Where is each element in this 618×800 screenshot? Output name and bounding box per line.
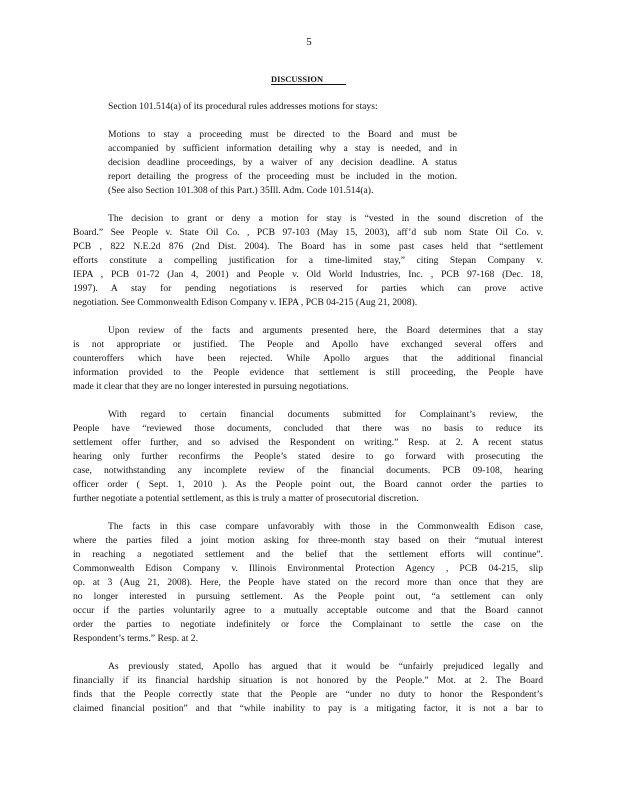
- paragraph-line: IEPA , PCB 01-72 (Jan 4, 2001) and People v. Old World Industries, Inc. , PCB 97-168 (Dec. 18,: [73, 269, 543, 280]
- paragraph-line: Commonwealth Edison Company v. Illinois Environmental Protection Agency , PCB 04-215, slip: [73, 563, 543, 574]
- paragraph-line: Respondent’s terms.” Resp. at 2.: [73, 633, 198, 644]
- paragraph-line: case, notwithstanding any incomplete review of the financial documents. PCB 09-108, hearing: [73, 465, 543, 476]
- paragraph-line: no longer interested in pursuing settlement. As the People point out, “a settlement can only: [73, 591, 543, 602]
- paragraph-line: op. at 3 (Aug 21, 2008). Here, the People have stated on the record more than once that they are: [73, 577, 543, 588]
- quote-line: accompanied by sufficient information detailing why a stay is needed, and in: [108, 143, 457, 154]
- page-number: 5: [306, 36, 312, 48]
- paragraph-line: order the parties to negotiate indefinitely or force the Complainant to settle the case on the: [73, 619, 543, 630]
- quote-line: report detailing the progress of the proceeding must be included in the motion.: [108, 171, 457, 182]
- paragraph-line: PCB , 822 N.E.2d 876 (2nd Dist. 2004). The Board has in some past cases held that “settlement: [73, 241, 543, 252]
- quote-line: decision deadline proceedings, by a waiver of any decision deadline. A status: [108, 157, 457, 168]
- paragraph-line: The facts in this case compare unfavorably with those in the Commonwealth Edison case,: [108, 521, 543, 532]
- paragraph-line: Board.” See People v. State Oil Co. , PCB 97-103 (May 15, 2003), aff’d sub nom State Oil Co. v.: [73, 227, 543, 238]
- paragraph-line: negotiation. See Commonwealth Edison Company v. IEPA , PCB 04-215 (Aug 21, 2008).: [73, 297, 418, 308]
- paragraph-line: settlement offer further, and so advised the Respondent on writing.” Resp. at 2. A recent status: [73, 437, 543, 448]
- paragraph-line: With regard to certain financial documents submitted for Complainant’s review, the: [108, 409, 543, 420]
- paragraph-line: finds that the People correctly state that the People are “under no duty to honor the Respondent’s: [73, 689, 543, 700]
- paragraph-line: where the parties filed a joint motion asking for three-month stay based on their “mutual interest: [73, 535, 543, 546]
- paragraph-line: further negotiate a potential settlement, as this is truly a matter of prosecutorial discretion.: [73, 493, 419, 504]
- paragraph-line: Section 101.514(a) of its procedural rules addresses motions for stays:: [108, 101, 378, 112]
- paragraph-line: information provided to the People evidence that settlement is still proceeding, the People have: [73, 367, 543, 378]
- paragraph-line: People have “reviewed those documents, concluded that there was no basis to reduce its: [73, 423, 543, 434]
- section-heading: DISCUSSION: [271, 75, 346, 85]
- paragraph-line: hearing only further reconfirms the People’s stated desire to go forward with prosecuting the: [73, 451, 543, 462]
- paragraph-line: financially if its financial hardship situation is not honored by the People.” Mot. at 2. The Board: [73, 675, 543, 686]
- paragraph-line: is not appropriate or justified. The People and Apollo have exchanged several offers and: [73, 339, 543, 350]
- paragraph-line: made it clear that they are no longer interested in pursuing negotiations.: [73, 381, 349, 392]
- paragraph-line: The decision to grant or deny a motion for stay is “vested in the sound discretion of the: [108, 213, 543, 224]
- paragraph-line: efforts constitute a compelling justification for a time-limited stay,” citing Stepan Company v.: [73, 255, 543, 266]
- paragraph-line: in reaching a negotiated settlement and the belief that the settlement efforts will continue”.: [73, 549, 543, 560]
- paragraph-line: counteroffers which have been rejected. While Apollo argues that the additional financial: [73, 353, 543, 364]
- paragraph-line: As previously stated, Apollo has argued that it would be “unfairly prejudiced legally and: [108, 661, 543, 672]
- quote-line: (See also Section 101.308 of this Part.) 35Ill. Adm. Code 101.514(a).: [108, 185, 374, 196]
- paragraph-line: occur if the parties voluntarily agree to a mutually acceptable outcome and that the Board cannot: [73, 605, 543, 616]
- paragraph-line: Upon review of the facts and arguments presented here, the Board determines that a stay: [108, 325, 543, 336]
- paragraph-line: claimed financial position” and that “while inability to pay is a mitigating factor, it is not a bar to: [73, 703, 543, 714]
- quote-line: Motions to stay a proceeding must be directed to the Board and must be: [108, 129, 457, 140]
- paragraph-line: 1997). A stay for pending negotiations is reserved for parties which can prove active: [73, 283, 543, 294]
- paragraph-line: officer order ( Sept. 1, 2010 ). As the People point out, the Board cannot order the parties to: [73, 479, 543, 490]
